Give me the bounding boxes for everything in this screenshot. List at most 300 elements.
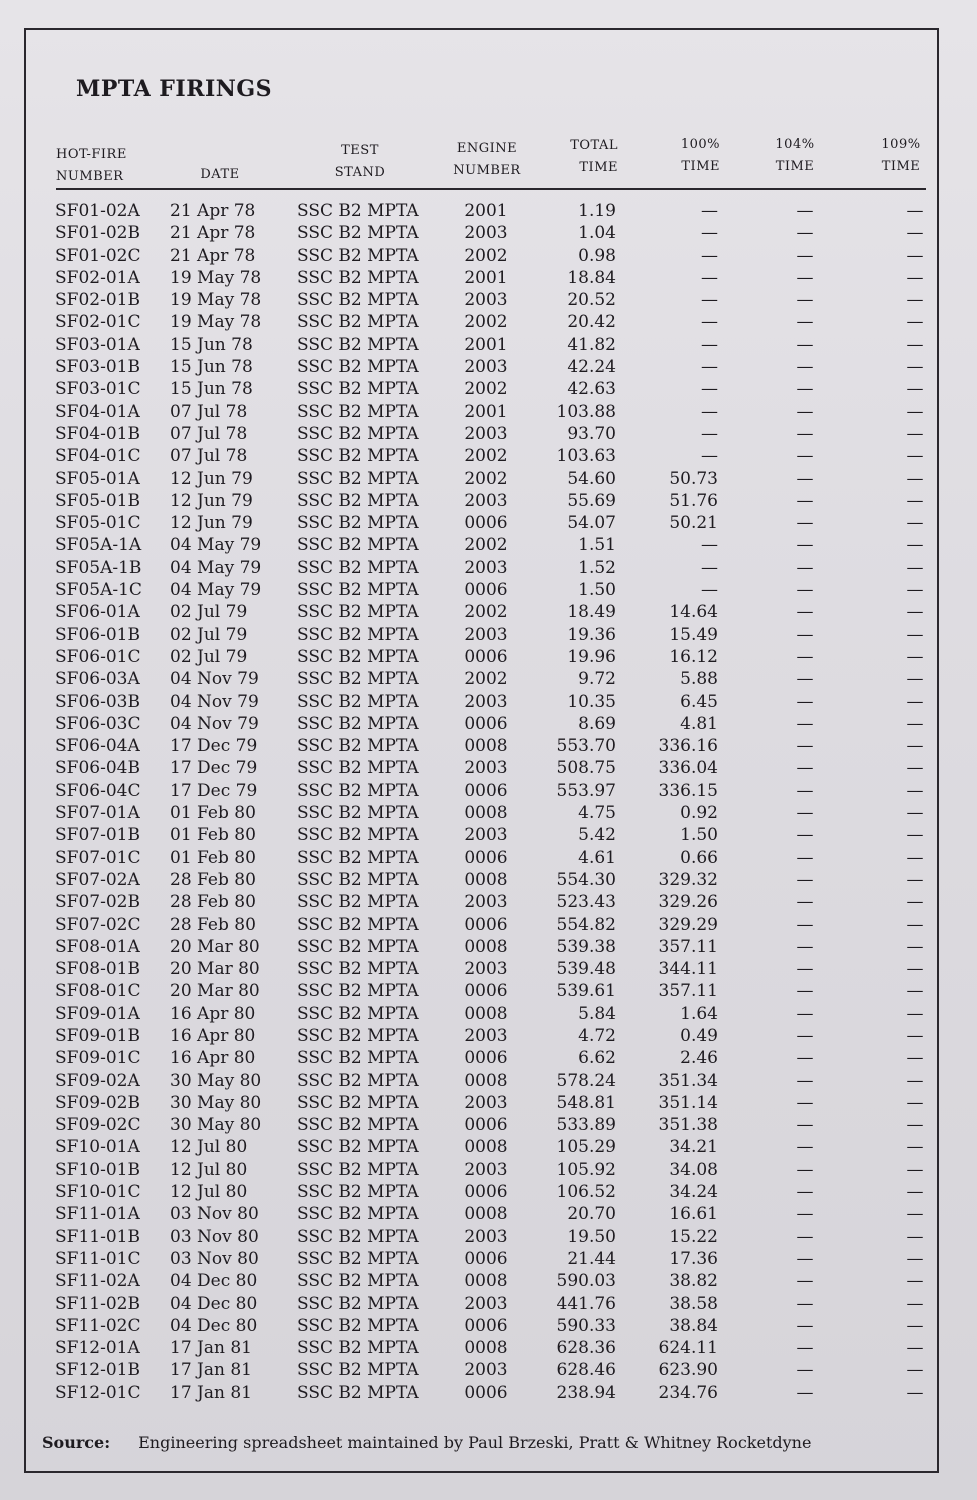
cell-total-time: 628.36 [556,1338,616,1359]
cell-date: 17 Dec 79 [170,780,258,801]
cell-hotfire-number: SF09-02C [55,1115,141,1136]
cell-engine-number: 2003 [464,1226,508,1247]
cell-date: 19 May 78 [170,312,262,333]
cell-engine-number: 2003 [464,892,508,913]
cell-time-100: 351.14 [658,1092,718,1113]
cell-time-104: — [796,223,814,244]
cell-hotfire-number: SF07-02C [55,914,141,935]
cell-hotfire-number: SF05A-1A [55,535,142,556]
cell-engine-number: 0006 [464,1248,508,1269]
cell-date: 20 Mar 80 [170,981,260,1002]
cell-total-time: 103.63 [556,446,616,467]
cell-time-100: 15.22 [669,1226,718,1247]
cell-test-stand: SSC B2 MPTA [297,1382,419,1403]
cell-engine-number: 0008 [464,803,508,824]
cell-engine-number: 2003 [464,691,508,712]
cell-test-stand: SSC B2 MPTA [297,468,419,489]
cell-time-109: — [906,312,924,333]
cell-test-stand: SSC B2 MPTA [297,1159,419,1180]
cell-total-time: 54.07 [567,513,616,534]
header-total-time: TOTAL TIME [570,138,618,175]
cell-time-109: — [906,557,924,578]
cell-test-stand: SSC B2 MPTA [297,691,419,712]
cell-time-104: — [796,1092,814,1113]
cell-time-100: 4.81 [680,713,718,734]
cell-engine-number: 0006 [464,580,508,601]
cell-time-100: 6.45 [680,691,718,712]
cell-time-104: — [796,691,814,712]
cell-time-100: 329.32 [658,869,718,890]
cell-total-time: 20.52 [567,290,616,311]
table-row [0,557,977,579]
cell-time-109: — [906,1315,924,1336]
cell-time-100: — [701,423,718,444]
cell-total-time: 106.52 [556,1182,616,1203]
cell-time-104: — [796,1048,814,1069]
cell-time-100: 34.21 [669,1137,718,1158]
header-engine-number: ENGINE NUMBER [453,141,521,178]
cell-time-104: — [796,446,814,467]
cell-time-100: 329.26 [658,892,718,913]
cell-test-stand: SSC B2 MPTA [297,936,419,957]
cell-total-time: 0.98 [578,245,616,266]
cell-engine-number: 2001 [464,401,508,422]
cell-time-109: — [906,736,924,757]
cell-test-stand: SSC B2 MPTA [297,1003,419,1024]
cell-hotfire-number: SF04-01A [55,401,140,422]
cell-date: 01 Feb 80 [170,825,256,846]
cell-total-time: 105.92 [556,1159,616,1180]
table-row [0,668,977,690]
cell-date: 17 Dec 79 [170,758,258,779]
cell-time-104: — [796,468,814,489]
table-row [0,512,977,534]
table-row [0,1181,977,1203]
cell-date: 28 Feb 80 [170,914,256,935]
cell-time-100: 357.11 [658,981,718,1002]
cell-engine-number: 2003 [464,758,508,779]
cell-total-time: 590.03 [556,1271,616,1292]
cell-total-time: 55.69 [567,490,616,511]
cell-time-109: — [906,223,924,244]
cell-total-time: 4.72 [578,1025,616,1046]
cell-date: 30 May 80 [170,1070,262,1091]
cell-time-104: — [796,1338,814,1359]
cell-time-109: — [906,892,924,913]
cell-engine-number: 2002 [464,669,508,690]
source-text: Engineering spreadsheet maintained by Paul Brzeski, Pratt & Whitney Rocketdyne [138,1433,812,1452]
cell-time-104: — [796,736,814,757]
cell-test-stand: SSC B2 MPTA [297,780,419,801]
cell-test-stand: SSC B2 MPTA [297,580,419,601]
cell-date: 21 Apr 78 [170,201,256,221]
cell-time-109: — [906,1182,924,1203]
cell-date: 02 Jul 79 [170,646,248,667]
table-row [0,423,977,445]
cell-date: 04 Nov 79 [170,669,259,690]
cell-date: 15 Jun 78 [170,379,253,400]
cell-date: 20 Mar 80 [170,959,260,980]
cell-time-100: 336.04 [658,758,718,779]
cell-hotfire-number: SF12-01A [55,1338,140,1359]
table-row [0,1136,977,1158]
cell-time-100: 0.49 [680,1025,718,1046]
cell-time-109: — [906,513,924,534]
cell-time-100: — [701,379,718,400]
cell-time-104: — [796,513,814,534]
cell-total-time: 578.24 [556,1070,616,1091]
cell-test-stand: SSC B2 MPTA [297,602,419,623]
cell-time-100: 38.84 [669,1315,718,1336]
table-row [0,757,977,779]
cell-date: 12 Jun 79 [170,513,253,534]
cell-time-100: — [701,446,718,467]
cell-test-stand: SSC B2 MPTA [297,1137,419,1158]
cell-time-109: — [906,535,924,556]
cell-time-109: — [906,1115,924,1136]
cell-time-109: — [906,334,924,355]
cell-total-time: 21.44 [567,1248,616,1269]
cell-test-stand: SSC B2 MPTA [297,312,419,333]
cell-time-109: — [906,1025,924,1046]
cell-time-100: — [701,312,718,333]
cell-engine-number: 2003 [464,825,508,846]
cell-test-stand: SSC B2 MPTA [297,736,419,757]
cell-time-109: — [906,423,924,444]
cell-time-104: — [796,1137,814,1158]
cell-total-time: 19.96 [567,646,616,667]
cell-time-104: — [796,557,814,578]
cell-time-104: — [796,1248,814,1269]
cell-time-100: — [701,580,718,601]
cell-total-time: 508.75 [556,758,616,779]
cell-test-stand: SSC B2 MPTA [297,513,419,534]
cell-total-time: 523.43 [556,892,616,913]
cell-hotfire-number: SF08-01B [55,959,140,980]
cell-time-109: — [906,713,924,734]
cell-time-104: — [796,646,814,667]
cell-hotfire-number: SF10-01C [55,1182,141,1203]
table-row [0,401,977,423]
cell-time-100: — [701,201,718,221]
cell-hotfire-number: SF11-02A [55,1271,140,1292]
cell-time-100: 50.73 [669,468,718,489]
cell-time-109: — [906,468,924,489]
cell-total-time: 554.30 [556,869,616,890]
cell-total-time: 548.81 [556,1092,616,1113]
cell-date: 28 Feb 80 [170,892,256,913]
cell-hotfire-number: SF05-01B [55,490,140,511]
table-row [0,936,977,958]
cell-total-time: 238.94 [556,1382,616,1403]
cell-total-time: 1.51 [578,535,616,556]
cell-total-time: 6.62 [578,1048,616,1069]
cell-engine-number: 0006 [464,1182,508,1203]
cell-date: 01 Feb 80 [170,803,256,824]
cell-test-stand: SSC B2 MPTA [297,869,419,890]
cell-hotfire-number: SF08-01C [55,981,141,1002]
cell-engine-number: 2003 [464,223,508,244]
cell-test-stand: SSC B2 MPTA [297,803,419,824]
cell-total-time: 539.61 [556,981,616,1002]
header-104-time: 104% TIME [775,137,815,174]
cell-date: 30 May 80 [170,1115,262,1136]
cell-time-104: — [796,1360,814,1381]
table-row [0,1070,977,1092]
cell-test-stand: SSC B2 MPTA [297,1048,419,1069]
cell-engine-number: 2003 [464,290,508,311]
table-row [0,267,977,289]
cell-date: 19 May 78 [170,290,262,311]
cell-total-time: 1.50 [578,580,616,601]
cell-time-100: 34.24 [669,1182,718,1203]
table-row [0,1270,977,1292]
cell-time-104: — [796,580,814,601]
cell-date: 19 May 78 [170,267,262,288]
cell-time-100: 0.92 [680,803,718,824]
cell-hotfire-number: SF01-02B [55,223,140,244]
cell-test-stand: SSC B2 MPTA [297,1226,419,1247]
cell-time-100: 0.66 [680,847,718,868]
table-row [0,713,977,735]
cell-time-100: 234.76 [658,1382,718,1403]
table-row [0,869,977,891]
cell-time-104: — [796,602,814,623]
cell-time-109: — [906,959,924,980]
cell-test-stand: SSC B2 MPTA [297,223,419,244]
cell-engine-number: 0008 [464,869,508,890]
cell-test-stand: SSC B2 MPTA [297,1070,419,1091]
cell-time-109: — [906,1204,924,1225]
cell-time-109: — [906,1338,924,1359]
cell-engine-number: 0006 [464,981,508,1002]
cell-engine-number: 2001 [464,334,508,355]
cell-time-104: — [796,959,814,980]
cell-engine-number: 0006 [464,713,508,734]
cell-total-time: 42.24 [567,357,616,378]
cell-test-stand: SSC B2 MPTA [297,201,419,221]
cell-engine-number: 2003 [464,624,508,645]
cell-time-109: — [906,201,924,221]
cell-date: 17 Dec 79 [170,736,258,757]
cell-engine-number: 2003 [464,1293,508,1314]
cell-hotfire-number: SF02-01C [55,312,141,333]
cell-date: 02 Jul 79 [170,602,248,623]
table-row [0,1203,977,1225]
cell-time-104: — [796,334,814,355]
cell-test-stand: SSC B2 MPTA [297,535,419,556]
cell-date: 03 Nov 80 [170,1204,259,1225]
cell-time-109: — [906,580,924,601]
cell-engine-number: 0008 [464,1271,508,1292]
cell-test-stand: SSC B2 MPTA [297,557,419,578]
cell-date: 28 Feb 80 [170,869,256,890]
cell-test-stand: SSC B2 MPTA [297,290,419,311]
cell-engine-number: 0008 [464,1003,508,1024]
table-row [0,334,977,356]
cell-hotfire-number: SF07-02A [55,869,140,890]
cell-time-104: — [796,624,814,645]
table-row [0,1337,977,1359]
cell-hotfire-number: SF01-02C [55,245,141,266]
table-row [0,824,977,846]
table-row [0,1293,977,1315]
cell-time-104: — [796,1293,814,1314]
cell-time-109: — [906,290,924,311]
cell-total-time: 105.29 [556,1137,616,1158]
cell-total-time: 20.70 [567,1204,616,1225]
cell-hotfire-number: SF05A-1B [55,557,142,578]
cell-time-109: — [906,1248,924,1269]
cell-date: 07 Jul 78 [170,423,248,444]
cell-total-time: 103.88 [556,401,616,422]
cell-hotfire-number: SF03-01A [55,334,140,355]
cell-test-stand: SSC B2 MPTA [297,914,419,935]
cell-date: 12 Jul 80 [170,1159,248,1180]
cell-time-100: — [701,267,718,288]
cell-time-109: — [906,1271,924,1292]
cell-hotfire-number: SF11-02B [55,1293,140,1314]
cell-time-104: — [796,1204,814,1225]
cell-engine-number: 0006 [464,1048,508,1069]
cell-date: 15 Jun 78 [170,357,253,378]
table-row [0,1359,977,1381]
table-row [0,601,977,623]
cell-time-109: — [906,401,924,422]
table-row [0,958,977,980]
cell-time-104: — [796,1315,814,1336]
cell-engine-number: 0008 [464,1137,508,1158]
table-row [0,1248,977,1270]
cell-time-104: — [796,490,814,511]
cell-time-109: — [906,267,924,288]
cell-date: 04 May 79 [170,535,262,556]
cell-test-stand: SSC B2 MPTA [297,1248,419,1269]
cell-hotfire-number: SF02-01A [55,267,140,288]
cell-time-104: — [796,1182,814,1203]
cell-date: 07 Jul 78 [170,401,248,422]
cell-time-100: 1.50 [680,825,718,846]
table-row [0,1315,977,1337]
cell-date: 16 Apr 80 [170,1025,256,1046]
cell-test-stand: SSC B2 MPTA [297,758,419,779]
cell-date: 17 Jan 81 [170,1338,252,1359]
cell-total-time: 4.75 [578,803,616,824]
cell-time-100: 351.34 [658,1070,718,1091]
cell-time-109: — [906,1360,924,1381]
cell-hotfire-number: SF10-01B [55,1159,140,1180]
cell-time-100: 15.49 [669,624,718,645]
table-row [0,1159,977,1181]
table-row [0,1025,977,1047]
cell-total-time: 4.61 [578,847,616,868]
cell-hotfire-number: SF06-01B [55,624,140,645]
cell-hotfire-number: SF12-01C [55,1382,141,1403]
cell-time-100: 17.36 [669,1248,718,1269]
cell-time-109: — [906,1070,924,1091]
cell-time-100: 50.21 [669,513,718,534]
cell-total-time: 1.19 [578,201,616,221]
cell-time-104: — [796,1382,814,1403]
cell-test-stand: SSC B2 MPTA [297,245,419,266]
cell-date: 01 Feb 80 [170,847,256,868]
cell-total-time: 539.48 [556,959,616,980]
table-row [0,735,977,757]
cell-time-104: — [796,892,814,913]
table-row [0,780,977,802]
source-label: Source: [42,1433,111,1452]
cell-time-109: — [906,357,924,378]
cell-hotfire-number: SF10-01A [55,1137,140,1158]
cell-hotfire-number: SF07-02B [55,892,140,913]
header-hotfire-number: HOT-FIRE NUMBER [56,147,127,184]
cell-time-100: 5.88 [680,669,718,690]
cell-hotfire-number: SF03-01B [55,357,140,378]
cell-test-stand: SSC B2 MPTA [297,401,419,422]
cell-engine-number: 2002 [464,446,508,467]
cell-test-stand: SSC B2 MPTA [297,624,419,645]
cell-time-109: — [906,691,924,712]
cell-time-100: 336.16 [658,736,718,757]
cell-time-104: — [796,780,814,801]
cell-time-100: 336.15 [658,780,718,801]
cell-time-109: — [906,490,924,511]
table-row [0,1382,977,1404]
cell-date: 04 May 79 [170,580,262,601]
cell-engine-number: 2002 [464,312,508,333]
cell-hotfire-number: SF06-03C [55,713,141,734]
cell-time-100: 1.64 [680,1003,718,1024]
cell-time-104: — [796,803,814,824]
cell-hotfire-number: SF06-01C [55,646,141,667]
cell-test-stand: SSC B2 MPTA [297,1182,419,1203]
cell-time-109: — [906,869,924,890]
cell-time-104: — [796,267,814,288]
cell-engine-number: 0008 [464,1070,508,1091]
table-row [0,490,977,512]
cell-date: 04 Dec 80 [170,1271,258,1292]
cell-hotfire-number: SF06-01A [55,602,140,623]
cell-engine-number: 2002 [464,602,508,623]
cell-test-stand: SSC B2 MPTA [297,1315,419,1336]
cell-time-104: — [796,936,814,957]
cell-time-104: — [796,1226,814,1247]
cell-time-109: — [906,914,924,935]
cell-time-100: 16.12 [669,646,718,667]
cell-total-time: 42.63 [567,379,616,400]
cell-test-stand: SSC B2 MPTA [297,334,419,355]
cell-time-100: 51.76 [669,490,718,511]
cell-date: 16 Apr 80 [170,1003,256,1024]
cell-test-stand: SSC B2 MPTA [297,892,419,913]
header-109-time: 109% TIME [881,137,921,174]
cell-time-109: — [906,602,924,623]
cell-test-stand: SSC B2 MPTA [297,1204,419,1225]
cell-test-stand: SSC B2 MPTA [297,1338,419,1359]
cell-total-time: 9.72 [578,669,616,690]
cell-date: 17 Jan 81 [170,1382,252,1403]
cell-time-109: — [906,847,924,868]
cell-time-100: 357.11 [658,936,718,957]
cell-total-time: 18.49 [567,602,616,623]
cell-total-time: 54.60 [567,468,616,489]
cell-engine-number: 0008 [464,736,508,757]
cell-hotfire-number: SF02-01B [55,290,140,311]
header-date: DATE [200,167,240,182]
cell-total-time: 590.33 [556,1315,616,1336]
cell-time-104: — [796,713,814,734]
cell-total-time: 93.70 [567,423,616,444]
